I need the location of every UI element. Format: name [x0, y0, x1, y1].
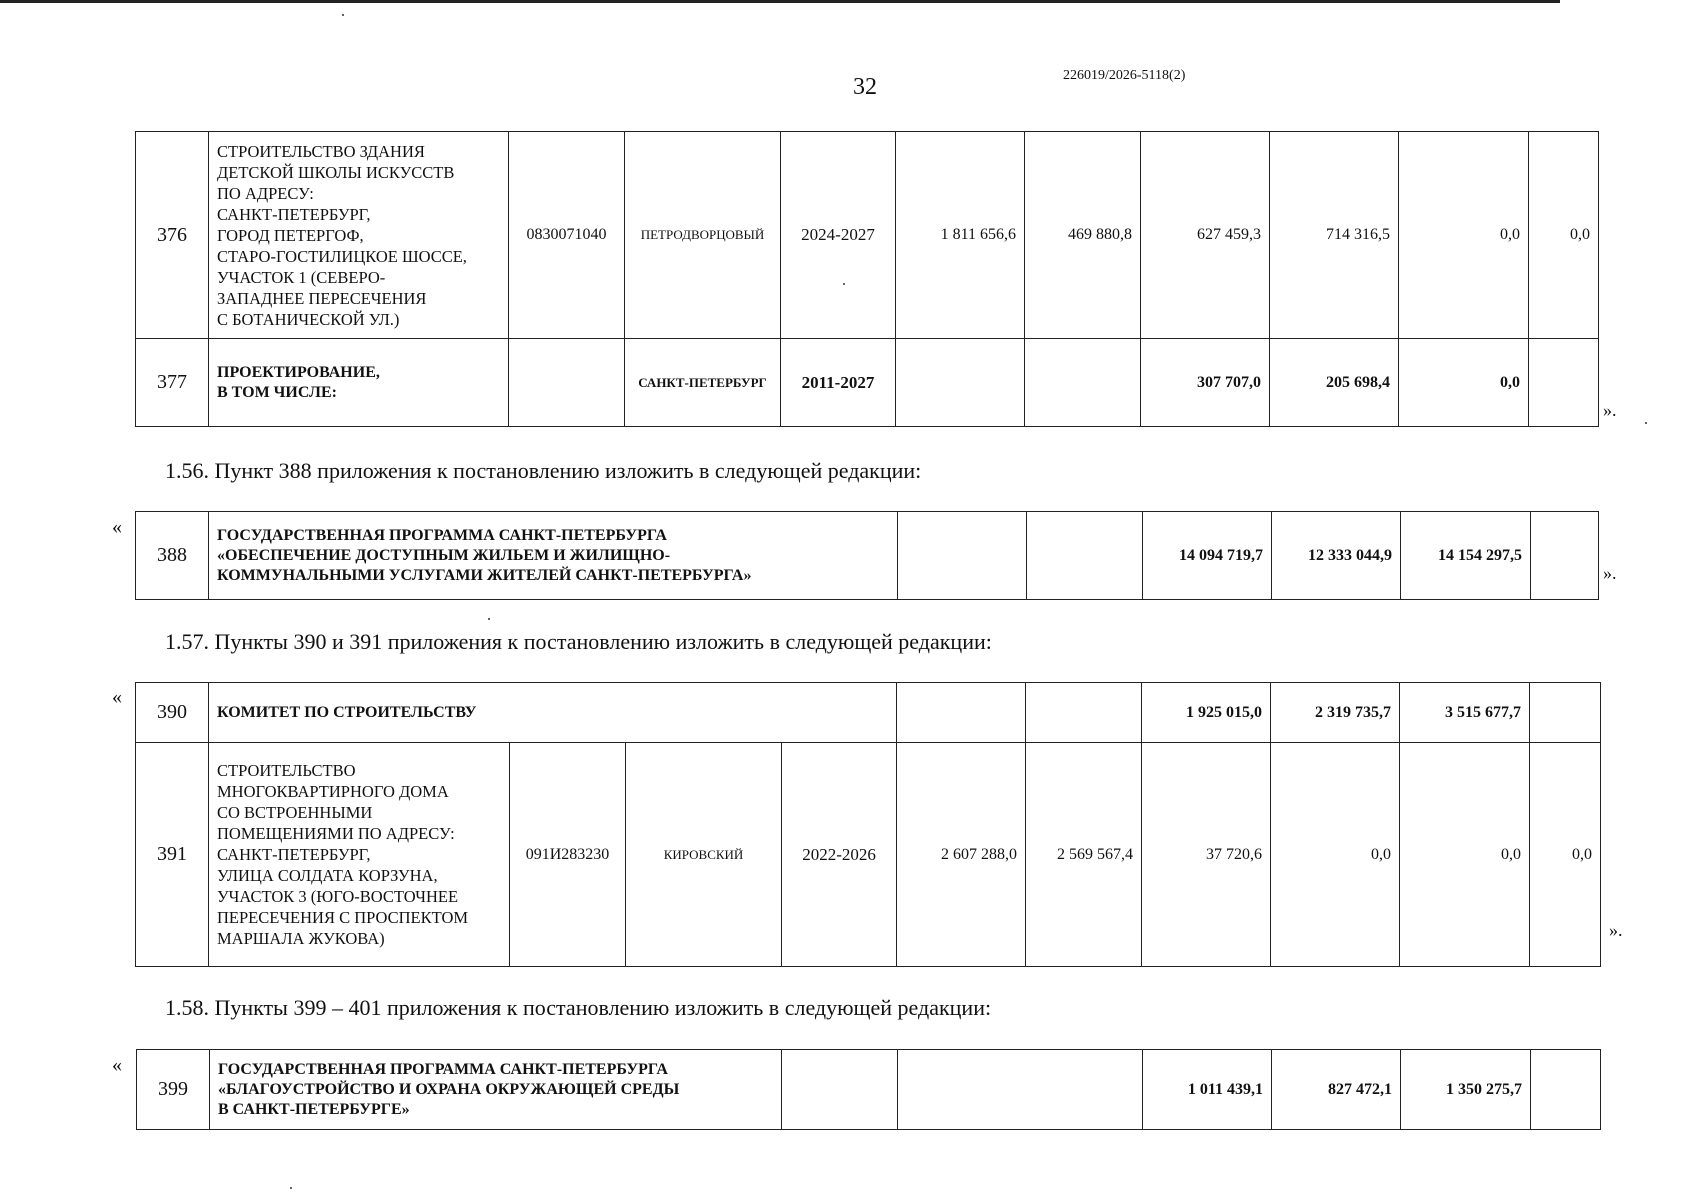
row-number: 390	[136, 683, 209, 743]
name-line: СО ВСТРОЕННЫМИ	[217, 803, 373, 822]
value-cell	[1529, 339, 1599, 427]
object-name	[209, 743, 510, 967]
scan-speck	[843, 283, 845, 285]
value-cell	[897, 683, 1026, 743]
value-cell: 14 094 719,7	[1143, 512, 1272, 600]
name-line: ПРОЕКТИРОВАНИЕ,	[217, 363, 380, 381]
closing-quote: ».	[1603, 400, 1617, 420]
name-line: ГОСУДАРСТВЕННАЯ ПРОГРАММА САНКТ-ПЕТЕРБУРГА	[218, 1060, 668, 1078]
value-cell	[1025, 339, 1141, 427]
name-line: ЗАПАДНЕЕ ПЕРЕСЕЧЕНИЯ	[217, 288, 427, 308]
row-number: 391	[136, 743, 209, 967]
name-line: МНОГОКВАРТИРНОГО ДОМА	[217, 782, 449, 801]
value-cell: 0,0	[1399, 132, 1529, 339]
name-line: САНКТ-ПЕТЕРБУРГ,	[217, 845, 371, 864]
value-cell	[1026, 683, 1142, 743]
value-cell	[782, 1050, 898, 1130]
district: САНКТ-ПЕТЕРБУРГ	[625, 339, 781, 427]
value-cell: 1 925 015,0	[1142, 683, 1271, 743]
period: 2024-2027	[781, 132, 896, 339]
program-name	[210, 1050, 782, 1130]
value-cell: 0,0	[1529, 132, 1599, 339]
opening-quote: «	[112, 1054, 122, 1076]
value-cell: 0,0	[1530, 743, 1601, 967]
value-cell: 0,0	[1271, 743, 1400, 967]
value-cell	[1027, 512, 1143, 600]
value-cell: 1 011 439,1	[1143, 1050, 1272, 1130]
value-cell: 14 154 297,5	[1401, 512, 1531, 600]
row-number: 376	[136, 132, 209, 339]
name-line: В САНКТ-ПЕТЕРБУРГЕ»	[218, 1100, 410, 1118]
value-cell	[1531, 1050, 1601, 1130]
table-row-391	[136, 743, 1601, 967]
period: 2022-2026	[782, 743, 897, 967]
table-row-376	[136, 132, 1599, 339]
value-cell: 2 319 735,7	[1271, 683, 1400, 743]
scan-top-border	[0, 0, 1560, 3]
name-line: УЧАСТОК 3 (ЮГО-ВОСТОЧНЕЕ	[217, 887, 459, 906]
closing-quote: ».	[1609, 920, 1623, 940]
closing-quote: ».	[1603, 563, 1617, 583]
name-line: УЧАСТОК 1 (СЕВЕРО-	[217, 267, 386, 287]
paragraph-1-56: 1.56. Пункт 388 приложения к постановлению изложить в следующей редакции:	[165, 458, 922, 483]
name-line: УЛИЦА СОЛДАТА КОРЗУНА,	[217, 866, 438, 885]
scan-speck	[488, 618, 490, 620]
organization-name	[209, 683, 897, 743]
value-cell: 469 880,8	[1025, 132, 1141, 339]
paragraph-1-57: 1.57. Пункты 390 и 391 приложения к постановлению изложить в следующей редакции:	[165, 629, 992, 654]
value-cell: 1 350 275,7	[1401, 1050, 1531, 1130]
paragraph-1-58: 1.58. Пункты 399 – 401 приложения к постановлению изложить в следующей редакции:	[165, 995, 992, 1020]
value-cell	[898, 512, 1027, 600]
name-line: СТРОИТЕЛЬСТВО ЗДАНИЯ	[217, 141, 425, 161]
period: 2011-2027	[781, 339, 896, 427]
name-line: ПОМЕЩЕНИЯМИ ПО АДРЕСУ:	[217, 824, 455, 843]
name-line: С БОТАНИЧЕСКОЙ УЛ.)	[217, 309, 400, 329]
table-376-377	[135, 131, 1599, 427]
name-line: В ТОМ ЧИСЛЕ:	[217, 383, 337, 401]
object-name	[209, 339, 509, 427]
name-line: МАРШАЛА ЖУКОВА)	[217, 929, 385, 948]
district: ПЕТРОДВОРЦОВЫЙ	[625, 132, 781, 339]
table-388	[135, 511, 1599, 600]
value-cell: 627 459,3	[1141, 132, 1270, 339]
value-cell	[1531, 512, 1599, 600]
value-cell: 714 316,5	[1270, 132, 1399, 339]
object-name	[209, 132, 509, 339]
name-line: ДЕТСКОЙ ШКОЛЫ ИСКУССТВ	[217, 162, 455, 182]
table-row-390	[136, 683, 1601, 743]
name-line: ПО АДРЕСУ:	[217, 183, 314, 203]
table-row-388	[136, 512, 1599, 600]
name-line: СТАРО-ГОСТИЛИЦКОЕ ШОССЕ,	[217, 246, 467, 266]
value-cell: 12 333 044,9	[1272, 512, 1401, 600]
scan-speck	[290, 1187, 292, 1189]
budget-code: 091И283230	[510, 743, 626, 967]
name-line: ГОРОД ПЕТЕРГОФ,	[217, 225, 364, 245]
value-cell: 2 607 288,0	[897, 743, 1026, 967]
name-line: ГОСУДАРСТВЕННАЯ ПРОГРАММА САНКТ-ПЕТЕРБУРГА	[217, 526, 667, 544]
value-cell: 2 569 567,4	[1026, 743, 1142, 967]
value-cell	[1530, 683, 1601, 743]
opening-quote: «	[112, 516, 122, 538]
value-cell: 205 698,4	[1270, 339, 1399, 427]
table-390-391	[135, 682, 1601, 967]
value-cell: 827 472,1	[1272, 1050, 1401, 1130]
document-number: 226019/2026-5118(2)	[1063, 68, 1186, 83]
table-row-377	[136, 339, 1599, 427]
value-cell: 0,0	[1400, 743, 1530, 967]
name-line: КОММУНАЛЬНЫМИ УСЛУГАМИ ЖИТЕЛЕЙ САНКТ-ПЕТЕРБУРГА»	[217, 566, 752, 584]
name-line: СТРОИТЕЛЬСТВО	[217, 761, 356, 780]
value-cell: 3 515 677,7	[1400, 683, 1530, 743]
page-number: 32	[853, 74, 877, 100]
name-line: ПЕРЕСЕЧЕНИЯ С ПРОСПЕКТОМ	[217, 908, 469, 927]
district: КИРОВСКИЙ	[626, 743, 782, 967]
program-name	[209, 512, 898, 600]
value-cell	[898, 1050, 1143, 1130]
value-cell: 1 811 656,6	[896, 132, 1025, 339]
value-cell: 0,0	[1399, 339, 1529, 427]
opening-quote: «	[112, 686, 122, 708]
scan-speck	[342, 14, 344, 16]
name-line: САНКТ-ПЕТЕРБУРГ,	[217, 204, 371, 224]
row-number: 399	[137, 1050, 210, 1130]
name-line: КОМИТЕТ ПО СТРОИТЕЛЬСТВУ	[217, 703, 477, 721]
value-cell	[896, 339, 1025, 427]
table-399	[136, 1049, 1601, 1130]
budget-code: 0830071040	[509, 132, 625, 339]
table-row-399	[137, 1050, 1601, 1130]
scan-speck	[1645, 422, 1647, 424]
value-cell: 37 720,6	[1142, 743, 1271, 967]
name-line: «ОБЕСПЕЧЕНИЕ ДОСТУПНЫМ ЖИЛЬЕМ И ЖИЛИЩНО-	[217, 546, 671, 564]
budget-code	[509, 339, 625, 427]
name-line: «БЛАГОУСТРОЙСТВО И ОХРАНА ОКРУЖАЮЩЕЙ СРЕДЫ	[218, 1080, 680, 1098]
value-cell: 307 707,0	[1141, 339, 1270, 427]
row-number: 388	[136, 512, 209, 600]
row-number: 377	[136, 339, 209, 427]
